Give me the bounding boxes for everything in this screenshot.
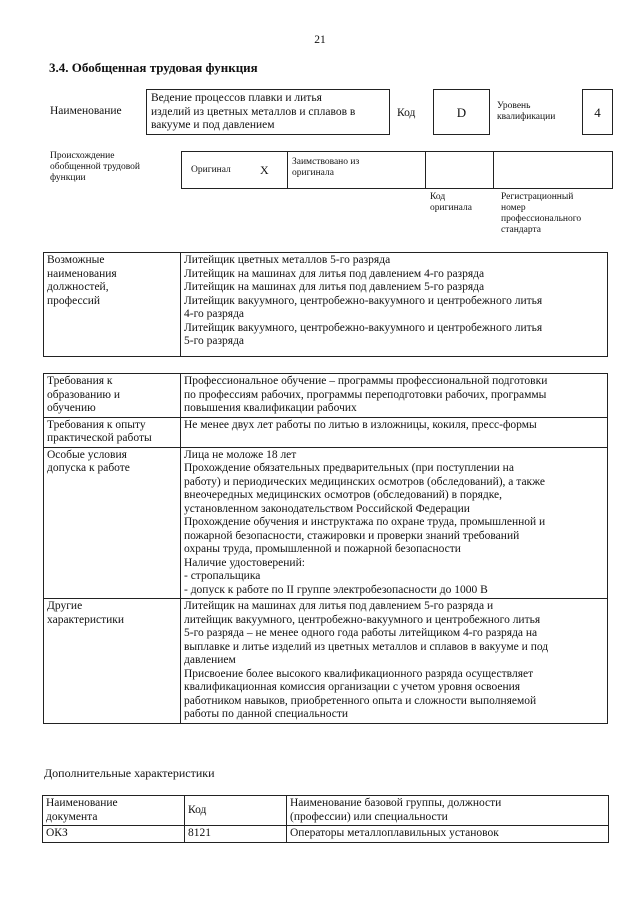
- row-text-line: пожарной безопасности, стажировки и проверки знаний требований: [184, 529, 520, 542]
- row-label-line: Другие: [47, 600, 83, 612]
- positions-label-line: должностей,: [47, 281, 109, 293]
- table-row: [44, 447, 608, 599]
- row-label-line: образованию и: [47, 388, 120, 401]
- table-row: [44, 599, 608, 724]
- level-label-line: Уровень: [497, 101, 531, 111]
- positions-label-line: профессий: [47, 294, 101, 307]
- conditions-label: [44, 447, 181, 599]
- code-label: Код: [397, 107, 416, 119]
- borrowed-label-line: оригинала: [292, 168, 334, 178]
- reg-caption-line: номер: [501, 203, 526, 213]
- row-text-line: Наличие удостоверений:: [184, 556, 305, 569]
- row-code: 8121: [185, 826, 287, 843]
- section-title: 3.4. Обобщенная трудовая функция: [49, 60, 258, 75]
- row-text-line: по профессиям рабочих, программы переподготовки рабочих, программы: [184, 388, 547, 401]
- row-text-line: Лица не моложе 18 лет: [184, 448, 297, 461]
- row-label-line: Особые условия: [47, 448, 127, 461]
- header-code: Код: [185, 796, 287, 826]
- divider: [493, 151, 494, 189]
- row-text-line: работу) и периодических медицинских осмотров (обследований), а также: [184, 475, 546, 488]
- row-label-line: характеристики: [47, 613, 125, 626]
- borrowed-label-line: Заимствовано из: [292, 157, 360, 167]
- positions-list: [181, 253, 608, 357]
- other-label: [44, 599, 181, 724]
- additional-table: [42, 795, 609, 843]
- row-text-line: литейщик вакуумного, центробежно-вакуумного и центробежного литья: [184, 613, 541, 626]
- row-text-line: Прохождение обязательных предварительных (при поступлении на: [184, 462, 514, 474]
- row-label-line: Требования к: [47, 375, 113, 387]
- reg-caption: [501, 192, 581, 236]
- original-mark: X: [260, 163, 269, 177]
- function-name-line: Ведение процессов плавки и литья: [151, 92, 322, 104]
- row-text-line: повышения квалификации рабочих: [184, 402, 357, 414]
- code-caption: [430, 192, 472, 214]
- header-group: [287, 796, 609, 826]
- divider: [287, 151, 288, 189]
- function-name-box: [146, 89, 390, 135]
- row-text-line: Литейщик на машинах для литья под давлением 5-го разряда и: [184, 600, 494, 612]
- row-label-line: практической работы: [47, 432, 152, 444]
- row-label-line: Требования к опыту: [47, 418, 146, 431]
- education-label: [44, 374, 181, 418]
- code-caption-line: оригинала: [430, 203, 472, 213]
- row-text-line: Присвоение более высокого квалификационного разряда осуществляет: [184, 667, 534, 680]
- row-text-line: 5-го разряда – не менее одного года работы литейщиком 4-го разряда на: [184, 627, 538, 639]
- position-item: 5-го разряда: [184, 335, 245, 347]
- origin-label-line: обобщенной трудовой: [50, 162, 140, 172]
- row-label-line: допуска к работе: [47, 462, 130, 474]
- header-line: документа: [46, 810, 98, 823]
- position-item: Литейщик цветных металлов 5-го разряда: [184, 254, 391, 266]
- header-doc: [43, 796, 185, 826]
- table-row: [43, 826, 609, 843]
- header-line: (профессии) или специальности: [290, 810, 448, 823]
- reg-caption-line: профессионального: [501, 214, 582, 224]
- table-row: [44, 417, 608, 447]
- page-number: 21: [314, 34, 326, 46]
- origin-label: [50, 151, 140, 184]
- level-label-line: квалификации: [497, 112, 556, 122]
- table-header-row: [43, 796, 609, 826]
- position-item: 4-го разряда: [184, 308, 245, 320]
- origin-label-line: Происхождение: [50, 151, 115, 161]
- requirements-table: [43, 373, 608, 724]
- table-row: [44, 374, 608, 418]
- row-text-line: охраны труда, промышленной и пожарной безопасности: [184, 543, 461, 555]
- header-line: Наименование: [46, 797, 118, 809]
- positions-label: [44, 253, 181, 357]
- row-text-line: давлением: [184, 654, 236, 666]
- row-text-line: Прохождение обучения и инструктажа по охране труда, промышленной и: [184, 516, 546, 528]
- name-label: Наименование: [50, 105, 122, 117]
- position-item: Литейщик вакуумного, центробежно-вакуумного и центробежного литья: [184, 321, 543, 334]
- row-label-line: обучению: [47, 402, 96, 414]
- positions-table: [43, 252, 608, 357]
- positions-label-line: Возможные: [47, 254, 105, 266]
- additional-title: Дополнительные характеристики: [44, 766, 215, 780]
- borrowed-label: [292, 157, 359, 179]
- other-value: [181, 599, 608, 724]
- position-item: Литейщик на машинах для литья под давлением 4-го разряда: [184, 267, 485, 280]
- row-text-line: - допуск к работе по II группе электробезопасности до 1000 В: [184, 583, 488, 596]
- code-value: D: [433, 89, 490, 135]
- row-text-line: внеочередных медицинских осмотров (обследований) в порядке,: [184, 489, 503, 501]
- reg-caption-line: стандарта: [501, 225, 541, 235]
- row-text-line: квалификационная комиссия организации с учетом уровня освоения: [184, 681, 521, 693]
- position-item: Литейщик на машинах для литья под давлением 5-го разряда: [184, 281, 485, 293]
- level-label: [497, 101, 555, 123]
- row-doc: ОКЗ: [43, 826, 185, 843]
- origin-label-line: функции: [50, 173, 86, 183]
- positions-label-line: наименования: [47, 267, 117, 280]
- code-caption-line: Код: [430, 192, 446, 202]
- original-label: Оригинал: [191, 165, 231, 175]
- divider: [425, 151, 426, 189]
- origin-table: [181, 151, 613, 189]
- function-name-line: изделий из цветных металлов и сплавов в: [151, 105, 356, 118]
- function-name-line: вакууме и под давлением: [151, 119, 275, 131]
- education-value: [181, 374, 608, 418]
- conditions-value: [181, 447, 608, 599]
- row-text-line: работником навыков, приобретенного опыта и сложности выполняемой: [184, 694, 537, 707]
- row-group: Операторы металлоплавильных установок: [287, 826, 609, 843]
- row-text-line: Профессиональное обучение – программы профессиональной подготовки: [184, 375, 548, 387]
- reg-caption-line: Регистрационный: [501, 192, 574, 202]
- position-item: Литейщик вакуумного, центробежно-вакуумного и центробежного литья: [184, 294, 543, 307]
- row-text-line: установленном законодательством Российской Федерации: [184, 502, 470, 515]
- header-line: Наименование базовой группы, должности: [290, 797, 502, 809]
- row-text-line: работы по данной специальности: [184, 708, 349, 720]
- row-text-line: Не менее двух лет работы по литью в изложницы, кокиля, пресс-формы: [184, 418, 537, 431]
- level-value: 4: [582, 89, 613, 135]
- experience-label: [44, 417, 181, 447]
- row-text-line: выплавке и литье изделий из цветных металлов и сплавов в вакууме и под: [184, 640, 549, 653]
- row-text-line: - стропальщика: [184, 570, 261, 582]
- experience-value: [181, 417, 608, 447]
